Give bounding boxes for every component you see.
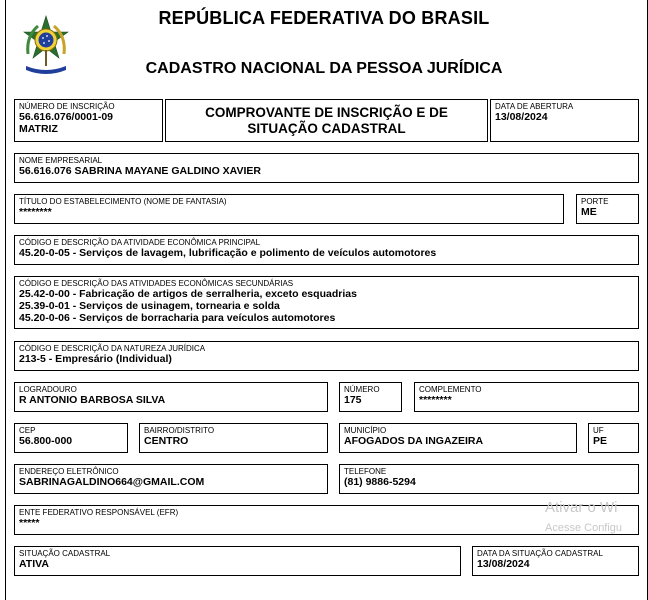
cep-box xyxy=(14,423,128,453)
atividade-principal-value: 45.20-0-05 - Serviços de lavagem, lubrificação e polimento de veículos automotores xyxy=(19,247,437,259)
atividades-secundarias-label: CÓDIGO E DESCRIÇÃO DAS ATIVIDADES ECONÔMICAS SECUNDÁRIAS xyxy=(19,279,294,288)
logradouro-label: LOGRADOURO xyxy=(19,385,77,394)
registry-heading: CADASTRO NACIONAL DA PESSOA JURÍDICA xyxy=(145,60,503,77)
telefone-box xyxy=(339,464,639,494)
atividade-principal-box xyxy=(14,235,639,265)
atividade-secundaria-item: 25.39-0-01 - Serviços de usinagem, tornearia e solda xyxy=(19,300,280,312)
nome-empresarial-box xyxy=(14,153,639,183)
atividades-secundarias-box xyxy=(14,276,639,329)
atividade-secundaria-item: 25.42-0-00 - Fabricação de artigos de serralheria, exceto esquadrias xyxy=(19,288,357,300)
telefone-label: TELEFONE xyxy=(344,467,387,476)
atividade-secundaria-item: 45.20-0-06 - Serviços de borracharia para veículos automotores xyxy=(19,312,336,324)
uf-value: PE xyxy=(593,435,608,447)
inscricao-box xyxy=(14,99,163,142)
telefone-value: (81) 9886-5294 xyxy=(344,476,416,488)
bairro-label: BAIRRO/DISTRITO xyxy=(144,426,215,435)
abertura-label: DATA DE ABERTURA xyxy=(495,102,574,111)
situacao-label: SITUAÇÃO CADASTRAL xyxy=(19,549,111,558)
porte-box xyxy=(576,194,639,224)
porte-value: ME xyxy=(581,206,597,218)
numero-label: NÚMERO xyxy=(344,385,380,394)
email-box xyxy=(14,464,328,494)
situacao-box xyxy=(14,546,461,576)
uf-label: UF xyxy=(593,426,604,435)
natureza-juridica-value: 213-5 - Empresário (Individual) xyxy=(19,353,172,365)
data-situacao-label: DATA DA SITUAÇÃO CADASTRAL xyxy=(477,549,603,558)
logradouro-value: R ANTONIO BARBOSA SILVA xyxy=(19,394,166,406)
nome-empresarial-label: NOME EMPRESARIAL xyxy=(19,156,103,165)
inscricao-type: MATRIZ xyxy=(19,123,58,135)
fantasia-box xyxy=(14,194,564,224)
inscricao-number: 56.616.076/0001-09 xyxy=(19,111,114,123)
abertura-box xyxy=(490,99,639,142)
numero-value: 175 xyxy=(344,394,362,406)
cep-value: 56.800-000 xyxy=(19,435,73,447)
email-value: SABRINAGALDINO664@GMAIL.COM xyxy=(19,476,205,488)
numero-box xyxy=(339,382,402,412)
data-situacao-value: 13/08/2024 xyxy=(477,558,530,570)
complemento-label: COMPLEMENTO xyxy=(419,385,482,394)
logradouro-box xyxy=(14,382,328,412)
natureza-juridica-label: CÓDIGO E DESCRIÇÃO DA NATUREZA JURÍDICA xyxy=(19,344,206,353)
fantasia-label: TÍTULO DO ESTABELECIMENTO (NOME DE FANTASIA) xyxy=(19,197,227,206)
municipio-label: MUNICÍPIO xyxy=(344,426,387,435)
abertura-value: 13/08/2024 xyxy=(495,111,548,123)
efr-label: ENTE FEDERATIVO RESPONSÁVEL (EFR) xyxy=(19,508,179,517)
complemento-box xyxy=(414,382,639,412)
email-label: ENDEREÇO ELETRÔNICO xyxy=(19,467,119,476)
activation-watermark-title: Ativar o Wi xyxy=(545,499,618,516)
republic-heading: REPÚBLICA FEDERATIVA DO BRASIL xyxy=(158,8,490,28)
efr-value: ***** xyxy=(19,517,40,529)
uf-box xyxy=(588,423,639,453)
cep-label: CEP xyxy=(19,426,36,435)
comprovante-title: COMPROVANTE DE INSCRIÇÃO E DE SITUAÇÃO CADASTRAL xyxy=(165,99,488,142)
natureza-juridica-box xyxy=(14,341,639,371)
inscricao-label: NÚMERO DE INSCRIÇÃO xyxy=(19,102,115,111)
data-situacao-box xyxy=(472,546,639,576)
municipio-box xyxy=(339,423,577,453)
complemento-value: ******** xyxy=(419,394,452,406)
nome-empresarial-value: 56.616.076 SABRINA MAYANE GALDINO XAVIER xyxy=(19,165,261,177)
fantasia-value: ******** xyxy=(19,206,52,218)
atividade-principal-label: CÓDIGO E DESCRIÇÃO DA ATIVIDADE ECONÔMICA PRINCIPAL xyxy=(19,238,261,247)
bairro-value: CENTRO xyxy=(144,435,189,447)
bairro-box xyxy=(139,423,328,453)
situacao-value: ATIVA xyxy=(19,558,49,570)
activation-watermark-subtitle: Acesse Configu xyxy=(545,522,623,534)
municipio-value: AFOGADOS DA INGAZEIRA xyxy=(344,435,484,447)
porte-label: PORTE xyxy=(581,197,609,206)
